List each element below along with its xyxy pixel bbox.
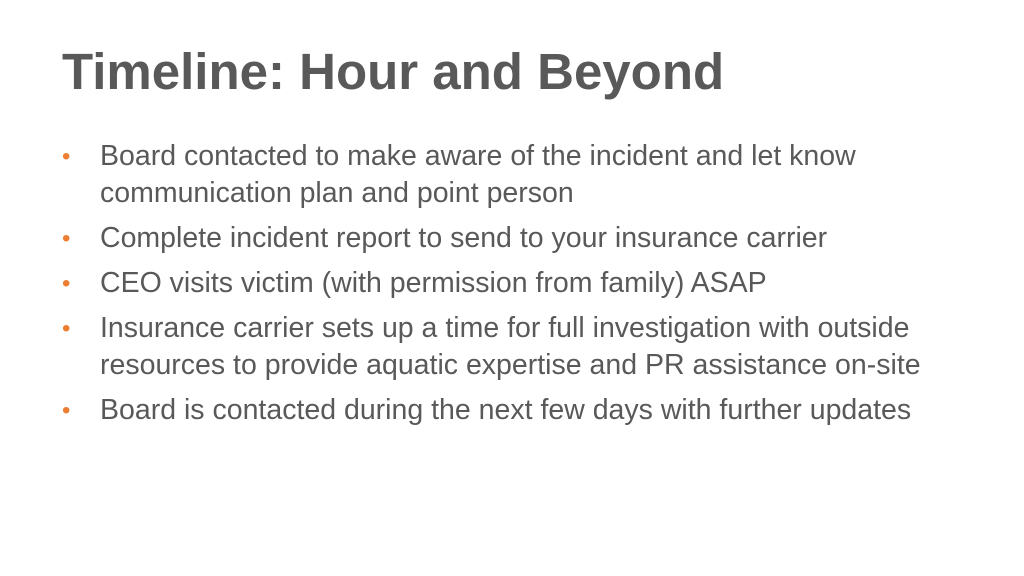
bullet-text: Board is contacted during the next few days with further updates — [100, 394, 912, 426]
slide-title: Timeline: Hour and Beyond — [62, 43, 725, 100]
bullet-item — [62, 220, 962, 257]
bullet-dot-icon: • — [62, 143, 71, 170]
bullet-text: CEO visits victim (with permission from family) ASAP — [100, 267, 767, 299]
bullet-item — [62, 138, 962, 212]
bullet-dot-icon: • — [62, 225, 71, 252]
bullet-item — [62, 310, 962, 384]
bullet-text: Board contacted to make aware of the incident and let know communication plan and point person — [100, 140, 856, 209]
bullet-text: Insurance carrier sets up a time for full investigation with outside resources to provide aquatic expertise and PR assistance on-site — [100, 312, 921, 381]
bullet-item — [62, 265, 962, 302]
bullet-dot-icon: • — [62, 397, 71, 424]
bullet-dot-icon: • — [62, 270, 71, 297]
bullet-dot-icon: • — [62, 315, 71, 342]
bullet-text: Complete incident report to send to your insurance carrier — [100, 222, 828, 254]
bullet-item — [62, 392, 962, 429]
bullet-list — [62, 138, 962, 437]
